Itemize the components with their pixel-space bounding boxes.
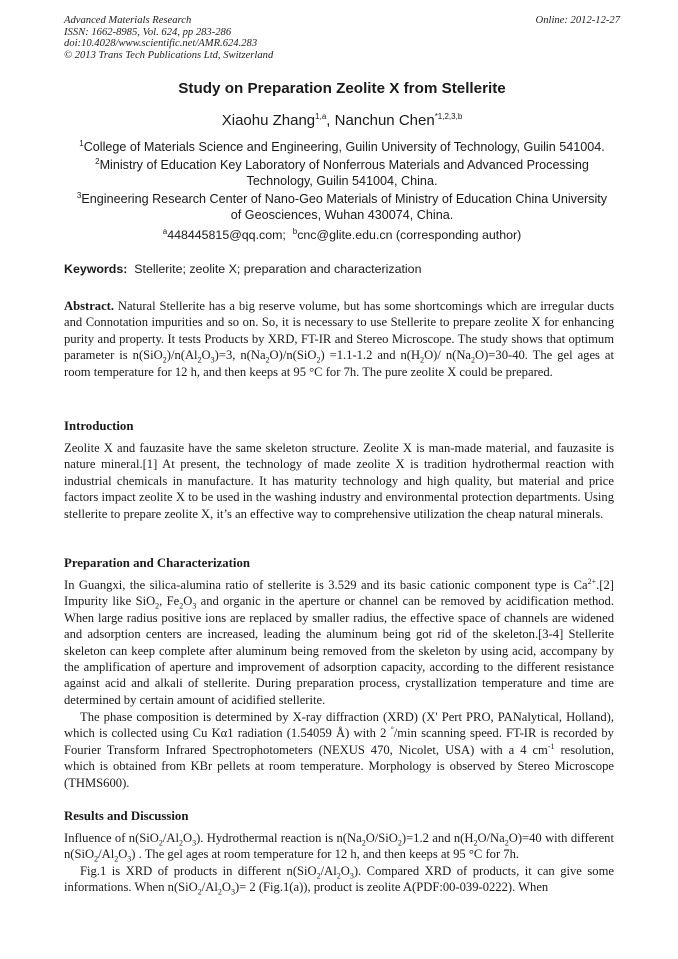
doi: doi:10.4028/www.scientific.net/AMR.624.283	[64, 38, 258, 50]
keywords-label: Keywords:	[64, 262, 128, 276]
author-sup: 1,a	[315, 112, 327, 121]
author-emails	[64, 228, 620, 242]
abstract: Abstract. Natural Stellerite has a big reserve volume, but has some shortcomings which are irregular ducts and Connotation impurities and so on. So, it is necessary to use Stellerite to prepare zeolite X for enhancing purity and property. It tests Products by XRD, FT-IR and Stereo Microscope. The study shows that optimum parameter is $n(SiO_2)/n(Al_2O_3)=3$, $n(Na_2O)/n(SiO_2) =1.1-1.2$ and $n(H_2O)/$ $n(Na_2O)=30-40$. The gel ages at room temperature for 12 h, and then keeps at 95 °C for 7h. The pure zeolite X could be prepared.	[64, 299, 614, 379]
author-sup: *1,2,3,b	[434, 112, 463, 121]
affiliation-text: of Geosciences, Wuhan 430074, China.	[230, 208, 454, 222]
author-name: Xiaohu Zhang	[221, 112, 316, 129]
preparation-paragraph-1: In Guangxi, the silica-alumina ratio of stellerite is 3.529 and its basic cationic component type is $Ca^{2+}.[2]$ Impurity like SiO$_2$, $Fe_2O_3$ and organic in the aperture or channel can be removed by acidification method. When large radius positive ions are replaced by smaller radius, the effective space of channels are widened and adsorption centers are increased, leading the aluminum being got rid of the skeleton.[3-4] Stellerite skeleton can keep complete after aluminum being removed from the skeleton by using acid, accompany by the amplification of aperture and improvement of adsorption capacity, according to the different resistance against acid and alkali of stellerite. During preparation process, crystallization temperature and time are determined by certain amount of acidified stellerite.	[64, 576, 615, 707]
affiliation-text: Ministry of Education Key Laboratory of Nonferrous Materials and Advanced Processing	[99, 158, 589, 172]
affiliation-text: Technology, Guilin 541004, China.	[246, 174, 438, 188]
section-heading-results: Results and Discussion	[64, 809, 189, 823]
section-heading-preparation: Preparation and Characterization	[64, 556, 251, 570]
affiliation-text: Engineering Research Center of Nano-Geo Materials of Ministry of Education China University	[81, 192, 608, 206]
preparation-paragraph-2: The phase composition is determined by X-ray diffraction (XRD) (X' Pert PRO, PANalytical, Holland), which is collected using Cu Kα1 radiation (1.54059 Å) with 2 °/min scanning speed. FT-IR is recorded by Fourier Transform Infrared Spectrophotometers (NEXUS 470, Nicolet, USA) with a 4 $cm^{-1}$ resolution, which is obtained from KBr pellets at room temperature. Morphology is observed by Stereo Microscope (THMS600).	[64, 710, 614, 790]
email-sup: a	[162, 226, 168, 236]
author-name: Nanchun Chen	[334, 112, 435, 129]
introduction-paragraph: Zeolite X and fauzasite have the same skeleton structure. Zeolite X is man-made material, and fauzasite is nature mineral.[1] At present, the technology of made zeolite X is tradition hydrothermal reaction with industrial chemicals in manufacture. It has maturity technology and high quality, but material and price factors impact zeolite X to be used in the washing industry and environmental protection departments. Using stellerite to prepare zeolite X, it’s an effective way to comprehensive utilization the cheap natural minerals.	[64, 441, 614, 521]
paper-title: Study on Preparation Zeolite X from Stellerite	[178, 80, 506, 97]
section-heading-introduction: Introduction	[64, 419, 134, 433]
author-line	[64, 112, 620, 129]
keywords	[64, 262, 620, 276]
issn: ISSN: 1662-8985, Vol. 624, pp 283-286	[64, 26, 232, 38]
affiliation-num: 1	[79, 138, 84, 148]
affiliation-num: 2	[95, 156, 100, 166]
journal-meta	[64, 15, 620, 61]
affiliation-text: College of Materials Science and Engineering, Guilin University of Technology, Guilin 541004.	[83, 140, 605, 154]
email-sup: b	[292, 226, 298, 236]
affiliation-3	[64, 191, 620, 223]
email-a: 448445815@qq.com;	[167, 228, 286, 242]
results-paragraph-2: Fig.1 is XRD of products in different $n(SiO_2/Al_2O_3)$. Compared XRD of products, it can give some informations. When $n(SiO_2/Al_2O_3)= 2$ (Fig.1(a)), product is zeolite A(PDF:00-039-0222). When	[64, 864, 614, 897]
journal-name: Advanced Materials Research	[64, 15, 192, 26]
copyright: © 2013 Trans Tech Publications Ltd, Switzerland	[64, 49, 274, 61]
keywords-text: Stellerite; zeolite X; preparation and characterization	[134, 262, 422, 276]
results-paragraph-1: Influence of $n(SiO_2/Al_2O_3)$. Hydrothermal reaction is $n(Na_2O/SiO_2)=1.2$ and $n(H_2O/Na_2O)=40$ with different $n(SiO_2/Al_2O_3)$ . The gel ages at room temperature for 12 h, and then keeps at 95 °C for 7h.	[64, 831, 614, 864]
email-b: cnc@glite.edu.cn (corresponding author)	[297, 228, 522, 242]
abstract-label: Abstract.	[64, 299, 115, 313]
affiliation-num: 3	[76, 190, 82, 200]
author-sep: ,	[326, 112, 335, 129]
affiliation-1	[64, 139, 620, 155]
affiliation-2	[64, 157, 620, 189]
online-date: Online: 2012-12-27	[535, 15, 620, 26]
